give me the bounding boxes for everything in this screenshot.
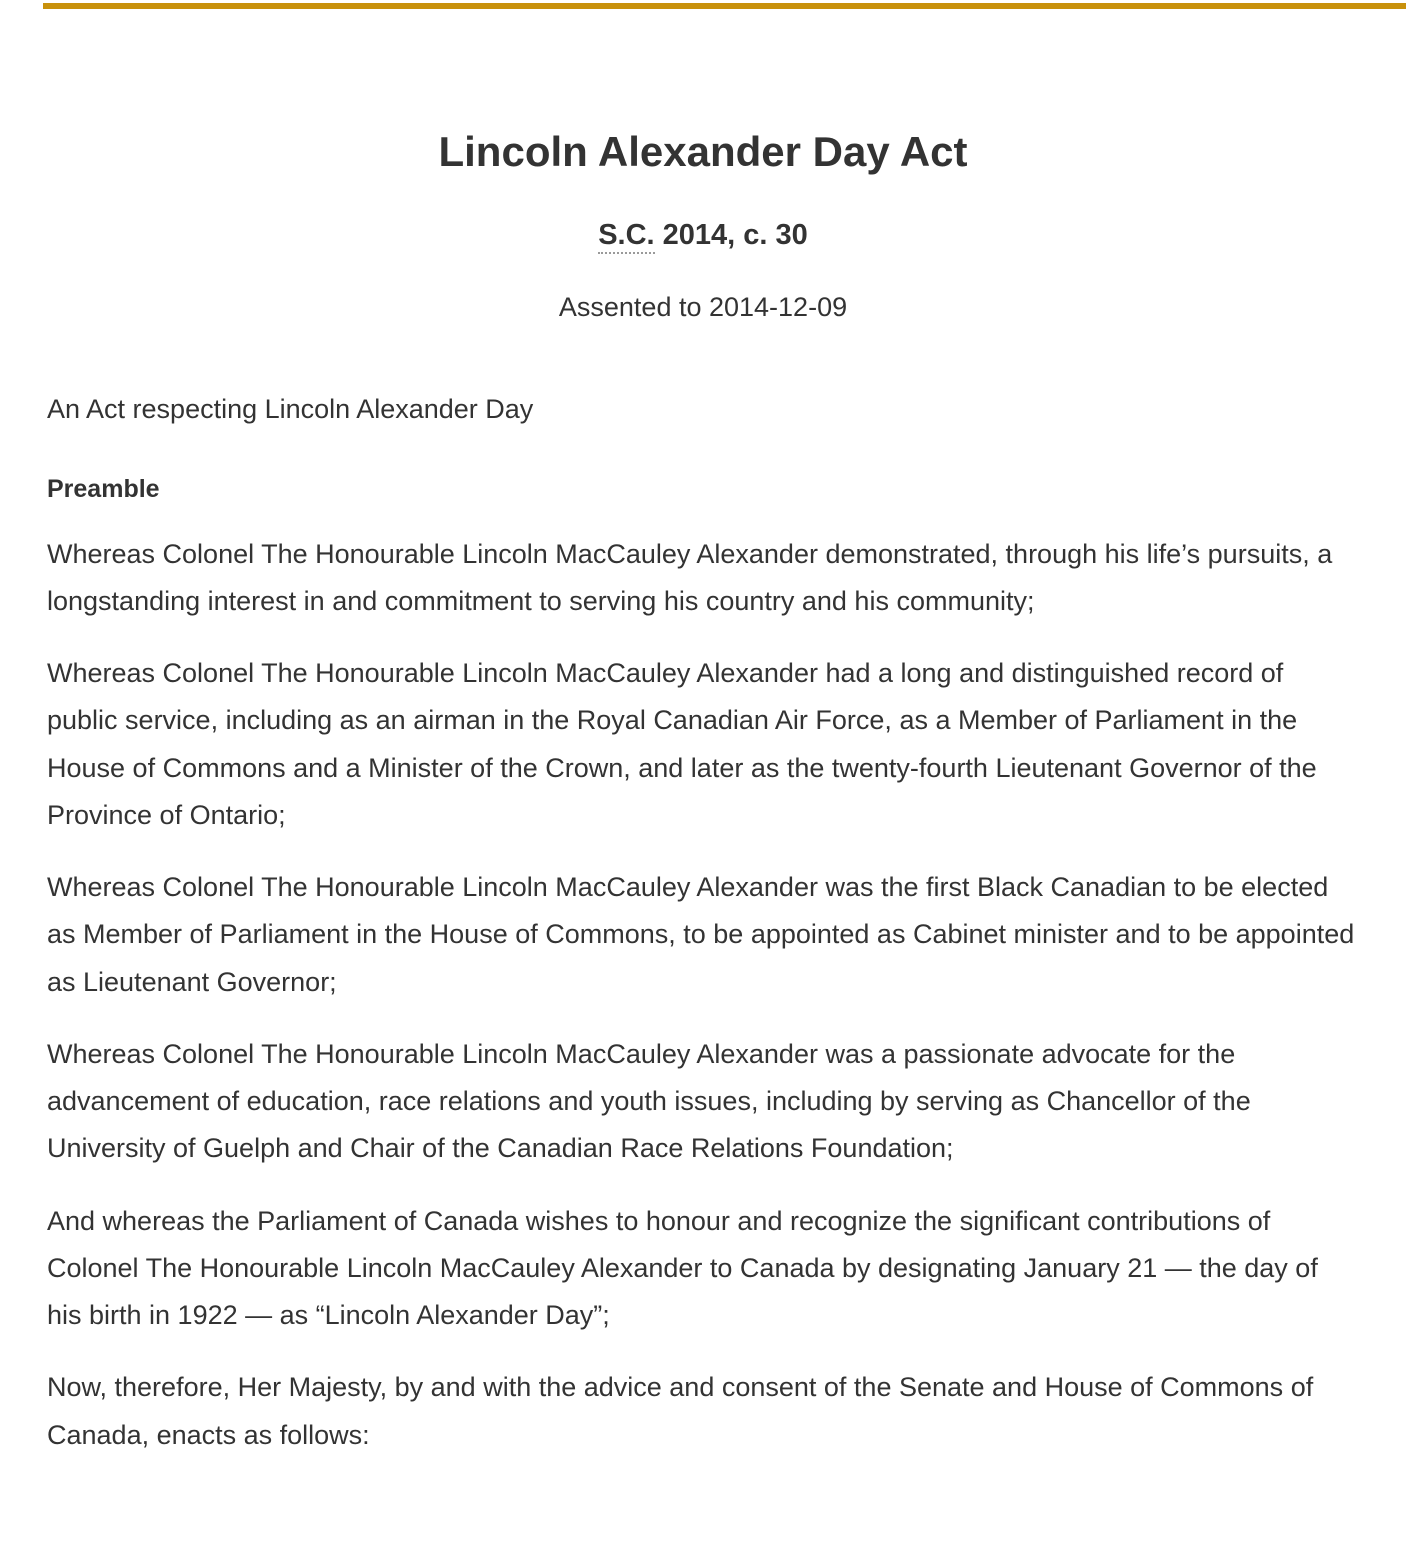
assented-date: Assented to 2014-12-09 — [558, 291, 848, 322]
statute-abbreviation: S.C. — [598, 219, 654, 254]
chapter-citation — [47, 217, 1359, 253]
enacting-clause: Now, therefore, Her Majesty, by and with the advice and consent of the Senate and House of Commons of Canada, enacts as follows: — [47, 1372, 1314, 1450]
preamble-heading: Preamble — [47, 475, 160, 504]
statute-page — [0, 127, 1406, 1459]
top-accent-bar — [43, 3, 1406, 9]
preamble-paragraph: Whereas Colonel The Honourable Lincoln MacCauley Alexander was the first Black Canadian to be elected as Member of Parliament in the House of Commons, to be appointed as Cabinet minister and to be appointed as Lieutenant Governor; — [47, 872, 1355, 997]
preamble-paragraph: Whereas Colonel The Honourable Lincoln MacCauley Alexander demonstrated, through his life’s pursuits, a longstanding interest in and commitment to serving his country and his community; — [47, 538, 1333, 616]
long-title: An Act respecting Lincoln Alexander Day — [47, 393, 534, 424]
chapter-number: 2014, c. 30 — [662, 219, 808, 252]
preamble-paragraph: Whereas Colonel The Honourable Lincoln MacCauley Alexander had a long and distinguished record of public service, including as an airman in the Royal Canadian Air Force, as a Member of Parliament in the House of Commons and a Minister of the Crown, and later as the twenty-fourth Lieutenant Governor of the Province of Ontario; — [47, 658, 1317, 830]
page-title: Lincoln Alexander Day Act — [438, 128, 968, 175]
preamble-paragraph: And whereas the Parliament of Canada wishes to honour and recognize the significant contributions of Colonel The Honourable Lincoln MacCauley Alexander to Canada by designating January 21 — the day of his birth in 1922 — as “Lincoln Alexander Day”; — [47, 1205, 1318, 1331]
preamble-paragraph: Whereas Colonel The Honourable Lincoln MacCauley Alexander was a passionate advocate for the advancement of education, race relations and youth issues, including by serving as Chancellor of the University of Guelph and Chair of the Canadian Race Relations Foundation; — [47, 1038, 1251, 1164]
